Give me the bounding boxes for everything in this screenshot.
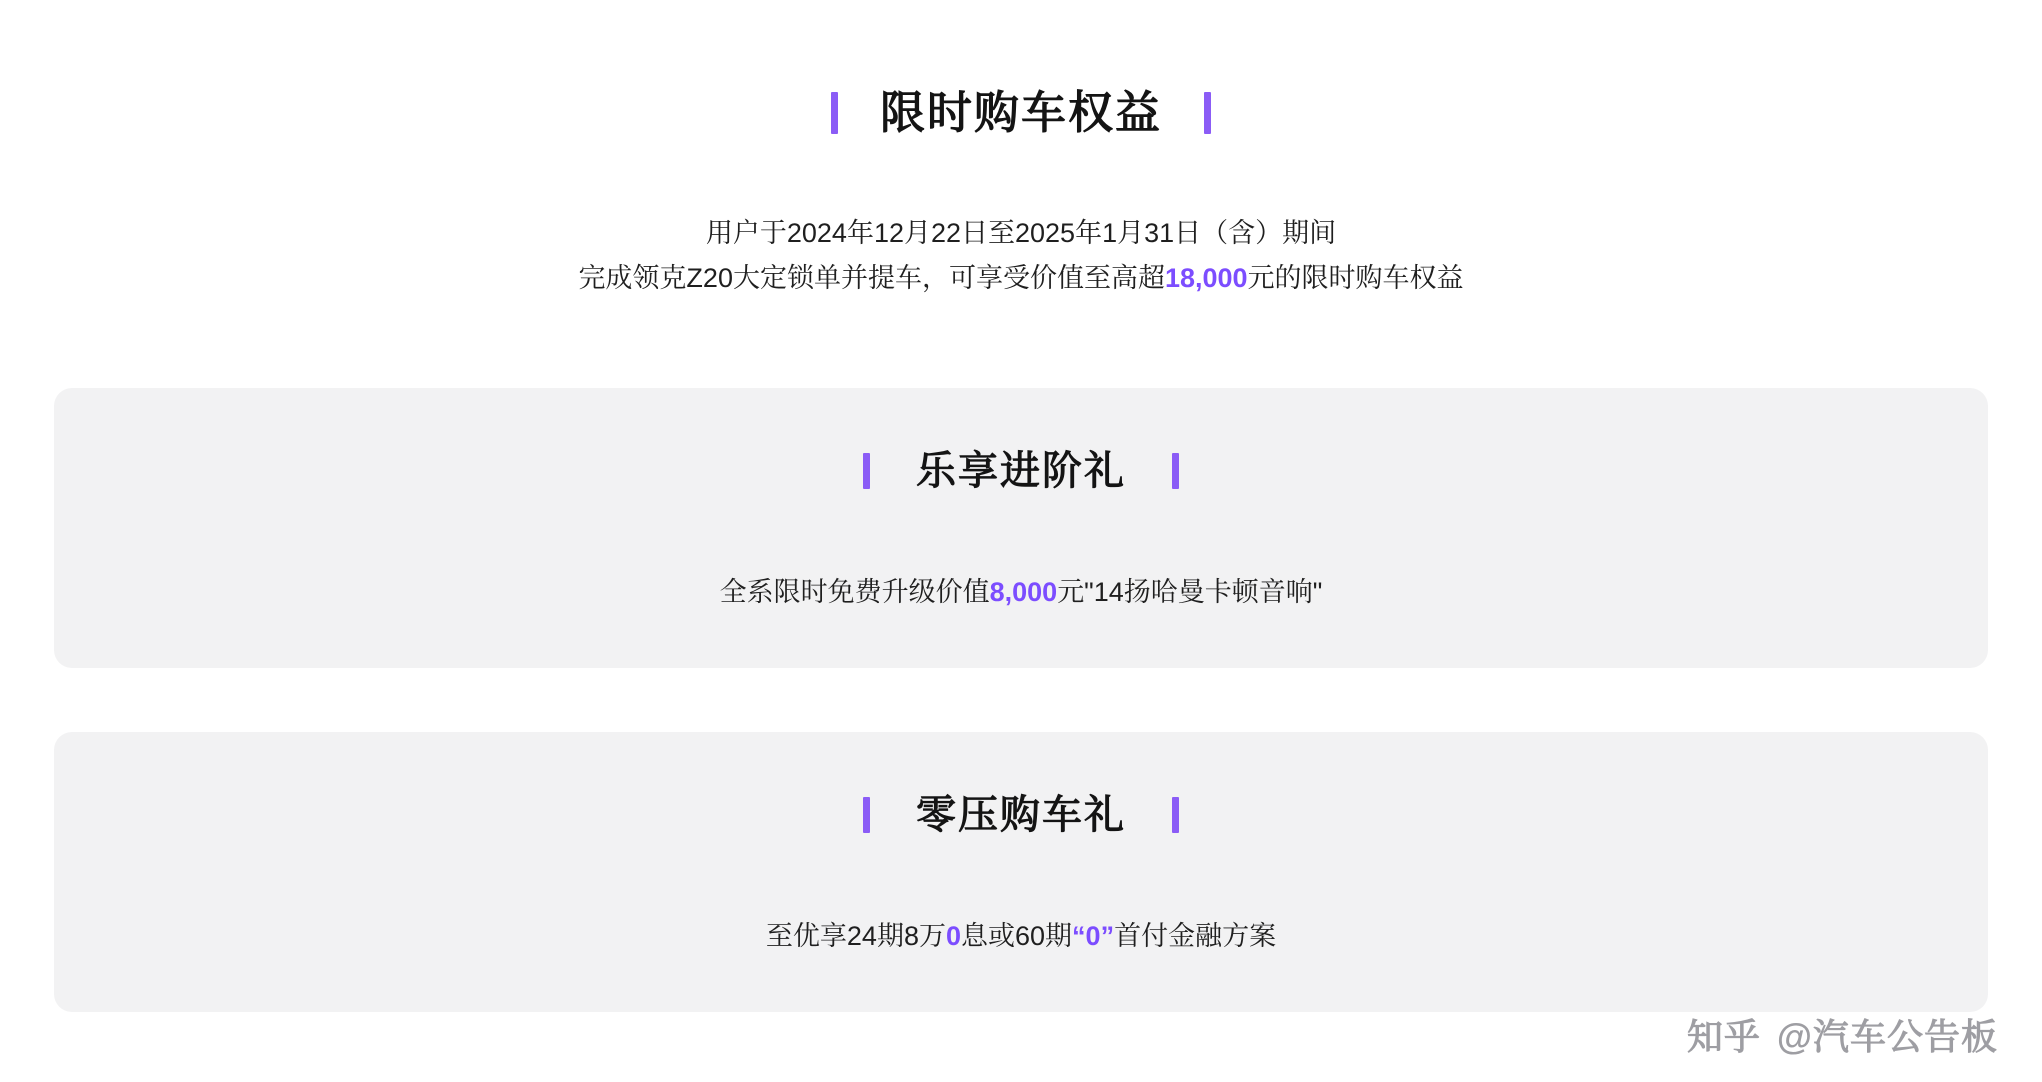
watermark [1687, 1009, 1998, 1060]
hero-subtitle-line-2 [0, 256, 2042, 301]
card-description [720, 574, 1323, 612]
zhihu-logo-icon: 知乎 [1686, 1016, 1761, 1057]
tick-mark-right-icon [1172, 797, 1179, 833]
tick-mark-left-icon [831, 92, 838, 134]
benefit-card-zero-finance [54, 732, 1988, 1012]
hero-subtitle-line-2-post: 元的限时购车权益 [1247, 262, 1464, 293]
benefit-card-audio-upgrade [54, 388, 1988, 668]
card-title-row [863, 762, 1179, 868]
benefit-cards [0, 388, 2042, 1012]
card-description-post: 元"14扬哈曼卡顿音响" [1057, 577, 1323, 608]
tick-mark-right-icon [1204, 92, 1211, 134]
card-amount-value: 8,000 [989, 577, 1058, 608]
card-description [766, 918, 1276, 956]
card-description-pre: 至优享24期8万 [765, 921, 946, 952]
tick-mark-left-icon [863, 453, 870, 489]
hero-subtitle [0, 211, 2042, 300]
hero-amount-value: 18,000 [1164, 262, 1248, 293]
hero-title-row [0, 60, 2042, 165]
card-title: 零压购车礼 [916, 792, 1126, 837]
tick-mark-left-icon [863, 797, 870, 833]
tick-mark-right-icon [1172, 453, 1179, 489]
card-description-mid: 息或60期 [961, 921, 1073, 952]
page-title: 限时购车权益 [879, 87, 1162, 139]
hero-subtitle-line-1: 用户于2024年12月22日至2025年1月31日（含）期间 [705, 218, 1337, 249]
card-description-post: 首付金融方案 [1114, 921, 1277, 952]
watermark-handle: @汽车公告板 [1776, 1016, 1998, 1057]
card-title-row [863, 418, 1179, 524]
card-title: 乐享进阶礼 [916, 448, 1126, 493]
card-description-pre: 全系限时免费升级价值 [719, 577, 990, 608]
card-zero-downpayment-value: “0” [1072, 921, 1115, 952]
card-zero-interest-value: 0 [945, 921, 961, 952]
hero-section [0, 0, 2042, 300]
hero-subtitle-line-2-pre: 完成领克Z20大定锁单并提车，可享受价值至高超 [578, 262, 1165, 293]
